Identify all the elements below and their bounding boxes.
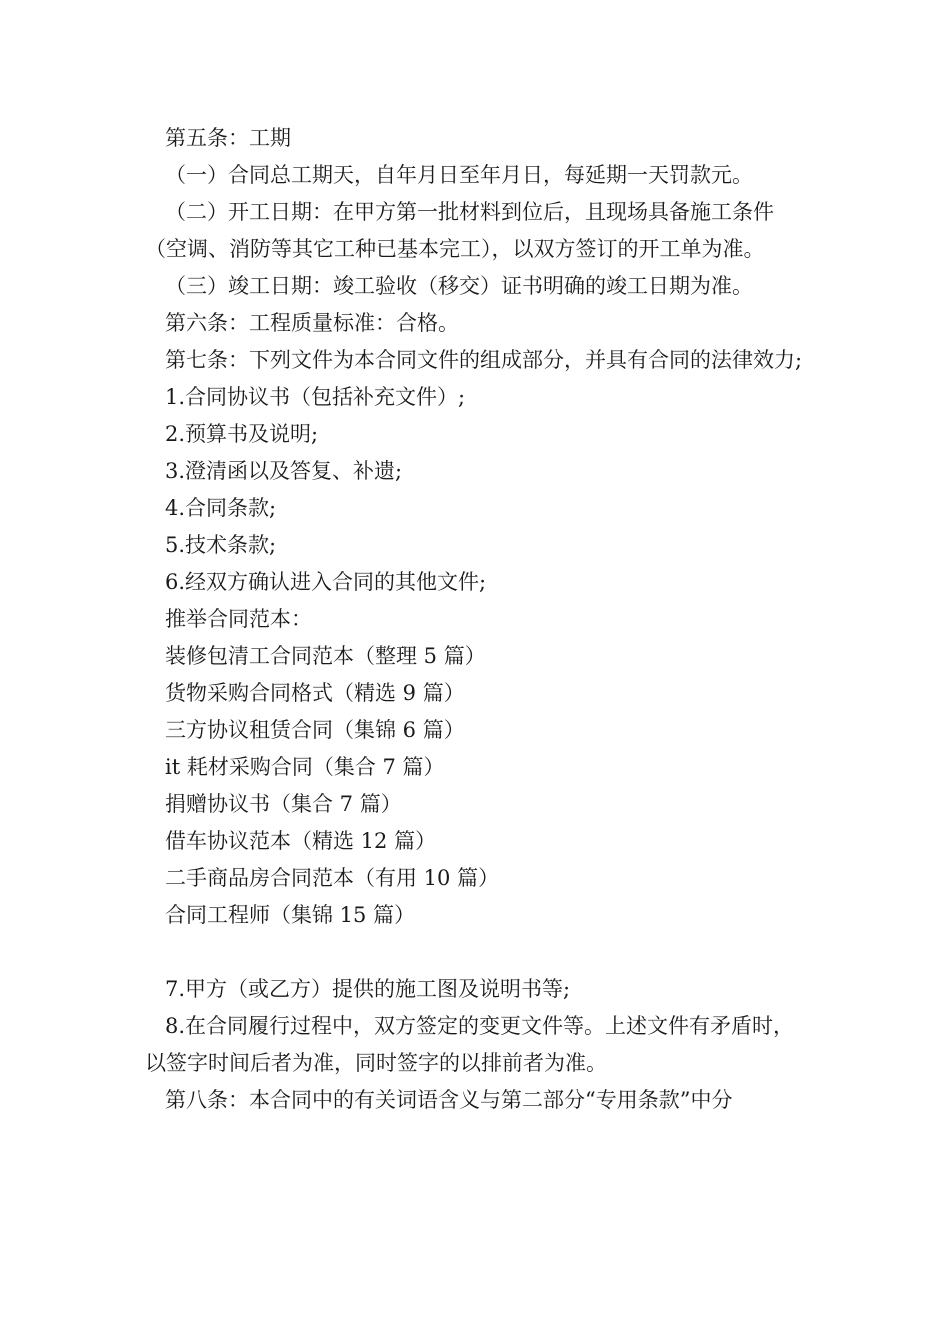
article-5-clause-3: （三）竣工日期：竣工验收（移交）证书明确的竣工日期为准。	[165, 274, 753, 298]
article-8: 第八条：本合同中的有关词语含义与第二部分“专用条款”中分	[165, 1088, 733, 1112]
document-body	[145, 120, 815, 1119]
article-5-heading: 第五条：工期	[165, 126, 291, 150]
recommended-template-link[interactable]: 货物采购合同格式（精选 9 篇）	[165, 681, 465, 705]
list-item: 2.预算书及说明;	[165, 422, 319, 446]
recommended-template-link[interactable]: 借车协议范本（精选 12 篇）	[165, 829, 437, 853]
list-item: 3.澄清函以及答复、补遗;	[165, 459, 403, 483]
list-item: 8.在合同履行过程中，双方签定的变更文件等。上述文件有矛盾时，以签字时间后者为准，同时签字的以排前者为准。	[145, 1014, 795, 1075]
list-item: 6.经双方确认进入合同的其他文件;	[165, 570, 487, 594]
list-item: 4.合同条款;	[165, 496, 277, 520]
recommended-template-link[interactable]: 装修包清工合同范本（整理 5 篇）	[165, 644, 486, 668]
recommended-template-link[interactable]: 三方协议租赁合同（集锦 6 篇）	[165, 718, 465, 742]
recommended-template-link[interactable]: 捐赠协议书（集合 7 篇）	[165, 792, 402, 816]
recommended-template-link[interactable]: it 耗材采购合同（集合 7 篇）	[165, 755, 445, 779]
article-7: 第七条：下列文件为本合同文件的组成部分，并具有合同的法律效力;	[165, 348, 803, 372]
article-5-clause-2: （二）开工日期：在甲方第一批材料到位后，且现场具备施工条件（空调、消防等其它工种已基本完工），以双方签订的开工单为准。	[145, 200, 774, 261]
paragraph-spacer	[145, 934, 815, 971]
article-6: 第六条：工程质量标准：合格。	[165, 311, 459, 335]
list-item: 5.技术条款;	[165, 533, 277, 557]
recommended-templates-heading: 推举合同范本：	[165, 607, 312, 631]
list-item: 1.合同协议书（包括补充文件）;	[165, 385, 466, 409]
recommended-template-link[interactable]: 二手商品房合同范本（有用 10 篇）	[165, 866, 500, 890]
recommended-template-link[interactable]: 合同工程师（集锦 15 篇）	[165, 903, 416, 927]
list-item: 7.甲方（或乙方）提供的施工图及说明书等;	[165, 977, 571, 1001]
article-5-clause-1: （一）合同总工期天，自年月日至年月日，每延期一天罚款元。	[165, 163, 753, 187]
